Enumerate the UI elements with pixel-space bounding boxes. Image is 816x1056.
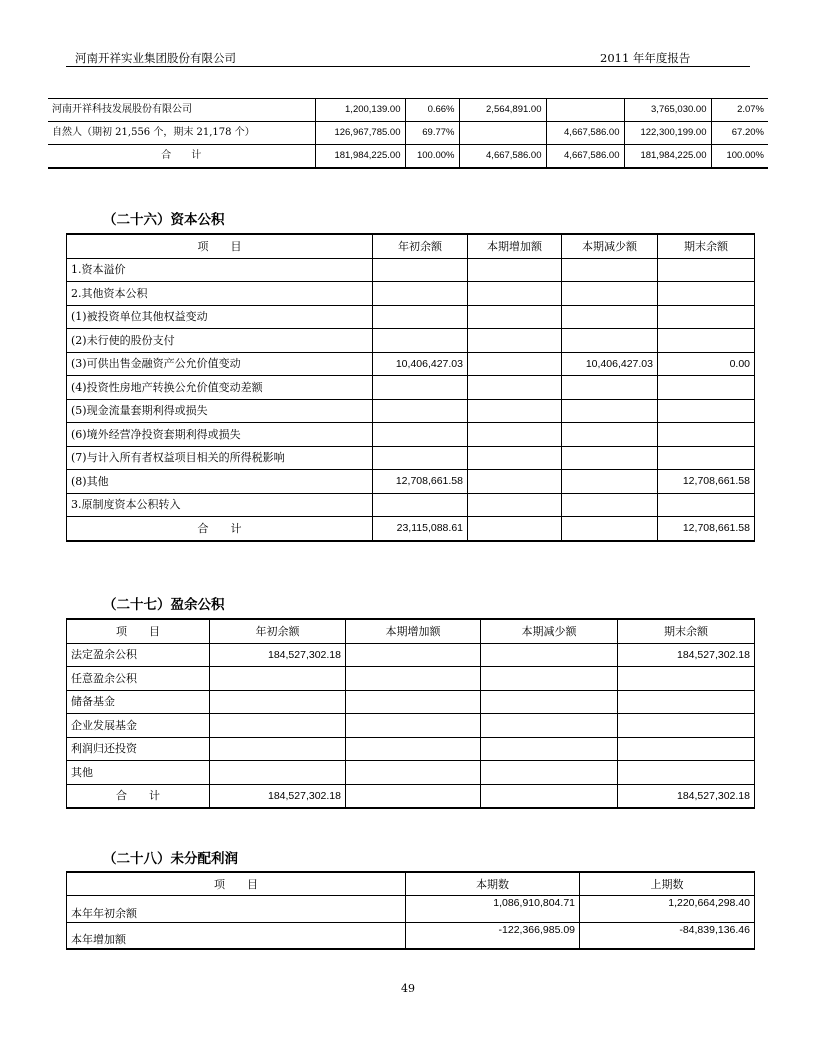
- opening-balance: [373, 399, 468, 423]
- column-header: 本期增加额: [346, 619, 481, 643]
- shareholding-increase: 2,564,891.00: [459, 99, 546, 122]
- table-row: [67, 305, 755, 329]
- period-decrease: [481, 643, 618, 667]
- ratio-opening: 69.77%: [405, 122, 459, 145]
- section-title-undistributed-profit: （二十八）未分配利润: [103, 851, 238, 867]
- table-row: [67, 922, 755, 949]
- closing-balance: [658, 399, 755, 423]
- item-label: 储备基金: [67, 690, 210, 714]
- period-increase: [468, 423, 562, 447]
- period-decrease: 10,406,427.03: [562, 352, 658, 376]
- period-increase: [468, 517, 562, 541]
- prior-period-value: 1,220,664,298.40: [580, 896, 755, 923]
- header-company: 河南开祥实业集团股份有限公司: [75, 51, 236, 65]
- closing-balance: [658, 423, 755, 447]
- opening-balance: 23,115,088.61: [373, 517, 468, 541]
- closing-balance: 184,527,302.18: [618, 784, 755, 808]
- closing-balance: [618, 690, 755, 714]
- item-label: 法定盈余公积: [67, 643, 210, 667]
- section-title-surplus-reserve: （二十七）盈余公积: [103, 597, 225, 613]
- table-total-row: [48, 145, 768, 169]
- closing-balance: [658, 376, 755, 400]
- shareholding-closing: 181,984,225.00: [624, 145, 711, 169]
- period-decrease: [562, 493, 658, 517]
- total-label: 合 计: [67, 517, 373, 541]
- table-row: [48, 99, 768, 122]
- period-increase: [468, 305, 562, 329]
- period-increase: [468, 493, 562, 517]
- period-increase: [468, 399, 562, 423]
- table-header-row: [67, 872, 755, 896]
- opening-balance: [373, 376, 468, 400]
- item-label: 本年年初余额: [67, 896, 406, 923]
- current-period-value: -122,366,985.09: [406, 922, 580, 949]
- period-decrease: [481, 784, 618, 808]
- shareholding-closing: 3,765,030.00: [624, 99, 711, 122]
- period-increase: [346, 761, 481, 785]
- ratio-closing: 67.20%: [711, 122, 768, 145]
- shareholding-opening: 126,967,785.00: [315, 122, 405, 145]
- column-header: 年初余额: [210, 619, 346, 643]
- table-row: [67, 714, 755, 738]
- opening-balance: [373, 493, 468, 517]
- column-header: 项 目: [67, 872, 406, 896]
- period-increase: [346, 667, 481, 691]
- shareholding-opening: 181,984,225.00: [315, 145, 405, 169]
- period-decrease: [481, 690, 618, 714]
- item-label: 任意盈余公积: [67, 667, 210, 691]
- period-increase: [468, 282, 562, 306]
- period-increase: [468, 352, 562, 376]
- table-row: [67, 446, 755, 470]
- period-decrease: [562, 376, 658, 400]
- closing-balance: 12,708,661.58: [658, 517, 755, 541]
- item-label: (1)被投资单位其他权益变动: [67, 305, 373, 329]
- opening-balance: 184,527,302.18: [210, 643, 346, 667]
- opening-balance: [210, 690, 346, 714]
- closing-balance: [618, 737, 755, 761]
- item-label: 利润归还投资: [67, 737, 210, 761]
- shareholding-decrease: 4,667,586.00: [546, 145, 624, 169]
- closing-balance: 184,527,302.18: [618, 643, 755, 667]
- closing-balance: [618, 667, 755, 691]
- period-decrease: [481, 667, 618, 691]
- period-increase: [346, 737, 481, 761]
- table-row: [67, 329, 755, 353]
- table-row: [67, 896, 755, 923]
- period-increase: [468, 376, 562, 400]
- ratio-opening: 100.00%: [405, 145, 459, 169]
- section-title-capital-reserve: （二十六）资本公积: [103, 212, 225, 228]
- table-row: [67, 282, 755, 306]
- item-label: (8)其他: [67, 470, 373, 494]
- shareholding-opening: 1,200,139.00: [315, 99, 405, 122]
- period-decrease: [562, 329, 658, 353]
- item-label: 企业发展基金: [67, 714, 210, 738]
- period-decrease: [481, 714, 618, 738]
- table-row: [48, 122, 768, 145]
- column-header: 本期增加额: [468, 234, 562, 258]
- header-report-title: 2011 年年度报告: [600, 51, 691, 65]
- opening-balance: [210, 737, 346, 761]
- header-rule: [66, 66, 750, 67]
- item-label: (5)现金流量套期利得或损失: [67, 399, 373, 423]
- closing-balance: [658, 329, 755, 353]
- opening-balance: 10,406,427.03: [373, 352, 468, 376]
- current-period-value: 1,086,910,804.71: [406, 896, 580, 923]
- period-decrease: [562, 470, 658, 494]
- opening-balance: 12,708,661.58: [373, 470, 468, 494]
- opening-balance: [210, 667, 346, 691]
- period-increase: [468, 446, 562, 470]
- item-label: 其他: [67, 761, 210, 785]
- column-header: 年初余额: [373, 234, 468, 258]
- shareholding-decrease: 4,667,586.00: [546, 122, 624, 145]
- period-decrease: [562, 282, 658, 306]
- column-header: 项 目: [67, 619, 210, 643]
- table-row: [67, 352, 755, 376]
- opening-balance: [373, 329, 468, 353]
- table-row: [67, 399, 755, 423]
- table-row: [67, 737, 755, 761]
- shareholder-name: 河南开祥科技发展股份有限公司: [48, 99, 315, 122]
- table-total-row: [67, 784, 755, 808]
- opening-balance: [210, 714, 346, 738]
- prior-period-value: -84,839,136.46: [580, 922, 755, 949]
- table-row: [67, 493, 755, 517]
- item-label: 本年增加额: [67, 922, 406, 949]
- column-header: 上期数: [580, 872, 755, 896]
- period-decrease: [562, 305, 658, 329]
- table-row: [67, 470, 755, 494]
- closing-balance: [618, 714, 755, 738]
- shareholder-name: 自然人（期初 21,556 个，期末 21,178 个）: [48, 122, 315, 145]
- closing-balance: [618, 761, 755, 785]
- undistributed-profit-table: [66, 871, 755, 950]
- period-decrease: [562, 258, 658, 282]
- closing-balance: 0.00: [658, 352, 755, 376]
- table-row: [67, 258, 755, 282]
- page-number: 49: [401, 982, 415, 995]
- opening-balance: [210, 761, 346, 785]
- item-label: 2.其他资本公积: [67, 282, 373, 306]
- table-row: [67, 376, 755, 400]
- closing-balance: 12,708,661.58: [658, 470, 755, 494]
- column-header: 本期数: [406, 872, 580, 896]
- opening-balance: [373, 258, 468, 282]
- closing-balance: [658, 305, 755, 329]
- total-label: 合 计: [67, 784, 210, 808]
- period-decrease: [562, 399, 658, 423]
- closing-balance: [658, 282, 755, 306]
- closing-balance: [658, 258, 755, 282]
- table-row: [67, 423, 755, 447]
- closing-balance: [658, 493, 755, 517]
- table-row: [67, 761, 755, 785]
- shareholding-increase: [459, 122, 546, 145]
- period-increase: [346, 784, 481, 808]
- surplus-reserve-table: [66, 618, 755, 809]
- shareholding-closing: 122,300,199.00: [624, 122, 711, 145]
- period-decrease: [562, 423, 658, 447]
- opening-balance: [373, 446, 468, 470]
- ratio-closing: 100.00%: [711, 145, 768, 169]
- shareholding-decrease: [546, 99, 624, 122]
- table-row: [67, 643, 755, 667]
- shareholding-increase: 4,667,586.00: [459, 145, 546, 169]
- item-label: 1.资本溢价: [67, 258, 373, 282]
- column-header: 期末余额: [658, 234, 755, 258]
- opening-balance: [373, 423, 468, 447]
- period-increase: [346, 643, 481, 667]
- table-total-row: [67, 517, 755, 541]
- ratio-closing: 2.07%: [711, 99, 768, 122]
- period-decrease: [481, 761, 618, 785]
- period-increase: [346, 690, 481, 714]
- period-increase: [346, 714, 481, 738]
- period-increase: [468, 470, 562, 494]
- period-increase: [468, 329, 562, 353]
- item-label: (7)与计入所有者权益项目相关的所得税影响: [67, 446, 373, 470]
- item-label: (6)境外经营净投资套期利得或损失: [67, 423, 373, 447]
- table-header-row: [67, 234, 755, 258]
- column-header: 期末余额: [618, 619, 755, 643]
- opening-balance: [373, 305, 468, 329]
- item-label: 3.原制度资本公积转入: [67, 493, 373, 517]
- closing-balance: [658, 446, 755, 470]
- item-label: (3)可供出售金融资产公允价值变动: [67, 352, 373, 376]
- period-decrease: [481, 737, 618, 761]
- period-decrease: [562, 517, 658, 541]
- column-header: 项 目: [67, 234, 373, 258]
- table-row: [67, 690, 755, 714]
- opening-balance: 184,527,302.18: [210, 784, 346, 808]
- item-label: (4)投资性房地产转换公允价值变动差额: [67, 376, 373, 400]
- table-header-row: [67, 619, 755, 643]
- ratio-opening: 0.66%: [405, 99, 459, 122]
- column-header: 本期减少额: [481, 619, 618, 643]
- period-increase: [468, 258, 562, 282]
- item-label: (2)未行使的股份支付: [67, 329, 373, 353]
- table-row: [67, 667, 755, 691]
- opening-balance: [373, 282, 468, 306]
- period-decrease: [562, 446, 658, 470]
- column-header: 本期减少额: [562, 234, 658, 258]
- shareholder-table: [48, 98, 768, 169]
- capital-reserve-table: [66, 233, 755, 542]
- total-label: 合 计: [48, 145, 315, 169]
